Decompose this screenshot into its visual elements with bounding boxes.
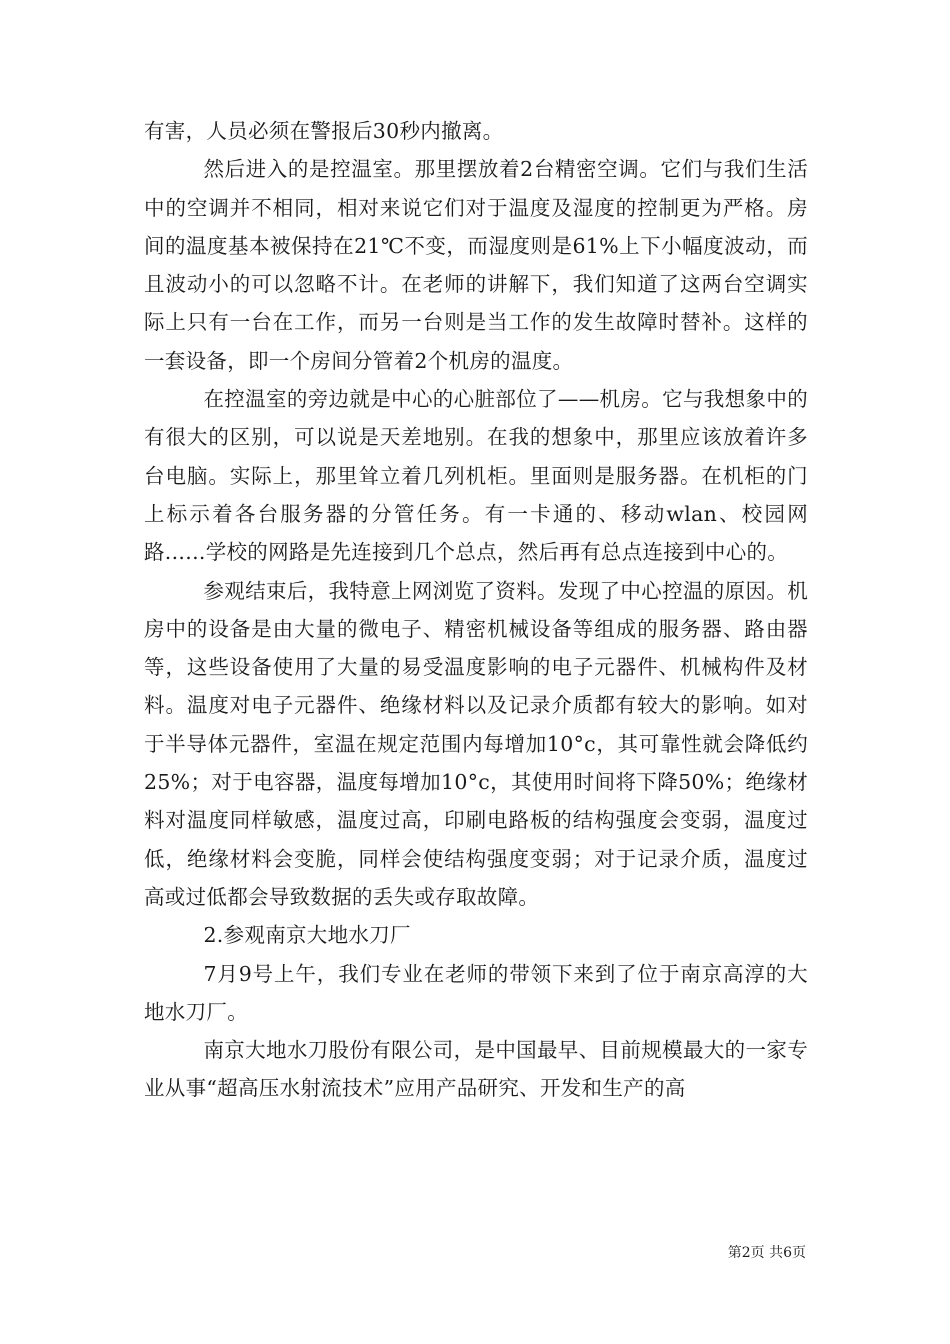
paragraph-5: 7月9号上午，我们专业在老师的带领下来到了位于南京高淳的大地水刀厂。 xyxy=(144,961,808,1024)
document-body xyxy=(144,112,808,1108)
footer-total-pages: 6 xyxy=(783,1245,792,1261)
paragraph-4: 参观结束后，我特意上网浏览了资料。发现了中心控温的原因。机房中的设备是由大量的微电子、精密机械设备等组成的服务器、路由器等，这些设备使用了大量的易受温度影响的电子元器件、机械构件及材料。温度对电子元器件、绝缘材料以及记录介质都有较大的影响。如对于半导体元器件，室温在规定范围内每增加10°c，其可靠性就会降低约25%；对于电容器，温度每增加10°c，其使用时间将下降50%；绝缘材料对温度同样敏感，温度过高，印刷电路板的结构强度会变弱，温度过低，绝缘材料会变脆，同样会使结构强度变弱；对于记录介质，温度过高或过低都会导致数据的丢失或存取故障。 xyxy=(144,578,808,909)
footer-prefix: 第 xyxy=(727,1245,742,1261)
footer-suffix: 页 xyxy=(792,1245,806,1261)
paragraph-2: 然后进入的是控温室。那里摆放着2台精密空调。它们与我们生活中的空调并不相同，相对来说它们对于温度及湿度的控制更为严格。房间的温度基本被保持在21℃不变，而湿度则是61%上下小幅度波动，而且波动小的可以忽略不计。在老师的讲解下，我们知道了这两台空调实际上只有一台在工作，而另一台则是当工作的发生故障时替补。这样的一套设备，即一个房间分管着2个机房的温度。 xyxy=(144,157,808,373)
footer-middle: 页 共 xyxy=(750,1245,784,1261)
footer-current-page: 2 xyxy=(741,1245,751,1261)
paragraph-6: 南京大地水刀股份有限公司，是中国最早、目前规模最大的一家专业从事“超高压水射流技术”应用产品研究、开发和生产的高 xyxy=(144,1038,808,1101)
page-footer xyxy=(728,1244,806,1262)
paragraph-1: 有害，人员必须在警报后30秒内撤离。 xyxy=(144,119,504,143)
section-heading: 2.参观南京大地水刀厂 xyxy=(203,923,411,948)
paragraph-3: 在控温室的旁边就是中心的心脏部位了——机房。它与我想象中的有很大的区别，可以说是天差地别。在我的想象中，那里应该放着许多台电脑。实际上，那里耸立着几列机柜。里面则是服务器。在机柜的门上标示着各台服务器的分管任务。有一卡通的、移动wlan、校园网路......学校的网路是先连接到几个总点，然后再有总点连接到中心的。 xyxy=(144,387,808,565)
